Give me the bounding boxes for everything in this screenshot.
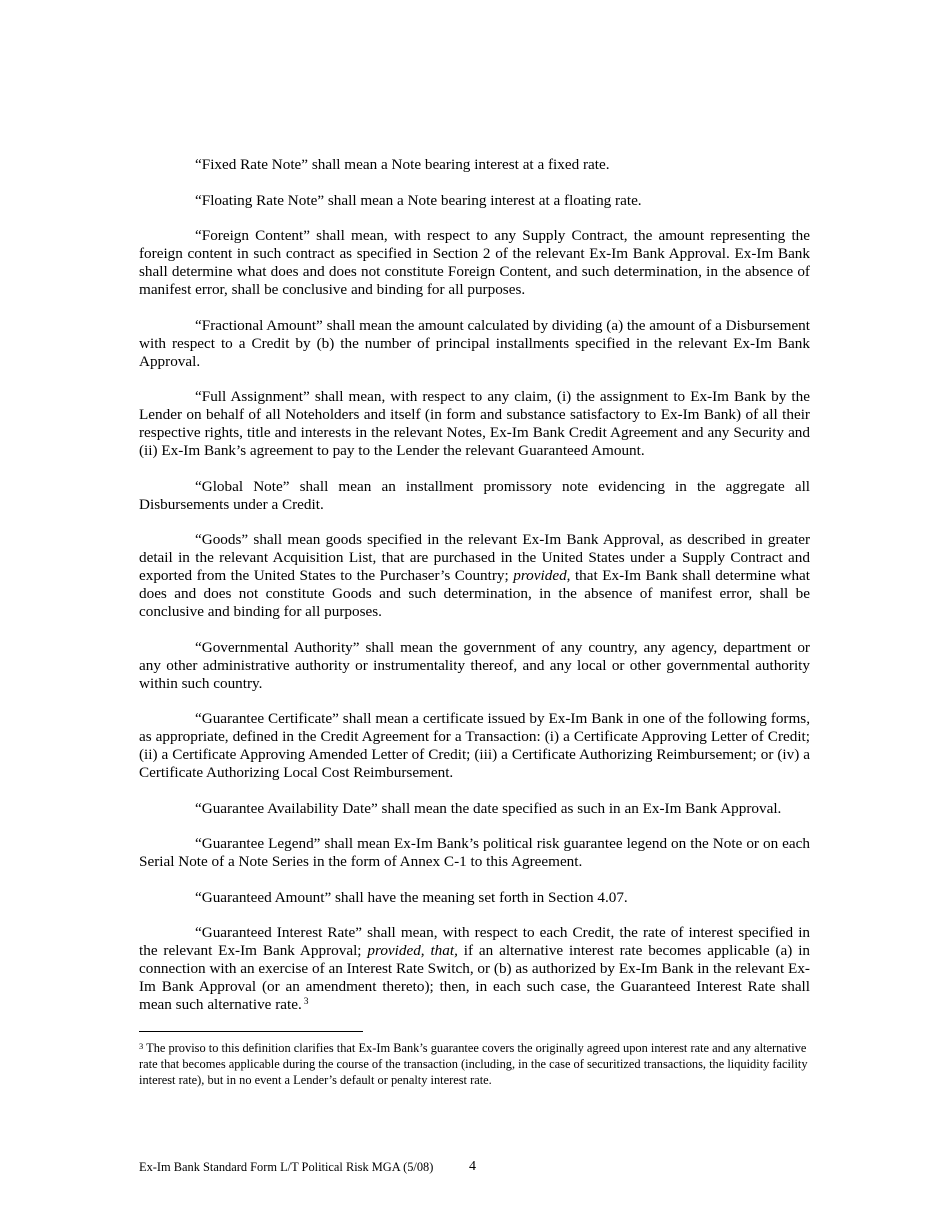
definition-fixed-rate-note: [139, 156, 810, 174]
definition-term: “Global Note”: [195, 477, 290, 495]
definition-fractional-amount: [139, 317, 810, 371]
footnote-separator: [139, 1031, 363, 1032]
footnote-3: [139, 1040, 810, 1088]
definition-text: shall mean Ex-Im Bank’s political risk guarantee legend on the Note or on each Serial Note of a Note Series in the form of Annex C-1 to this Agreement.: [139, 835, 810, 870]
definition-text: shall mean, with respect to each Credit, the rate of interest specified in the relevant Ex-Im Bank Approval;: [139, 924, 811, 959]
definition-term: “Fixed Rate Note”: [195, 156, 309, 173]
definition-text: shall mean an installment promissory note evidencing in the aggregate all Disbursements under a Credit.: [139, 477, 811, 513]
definition-full-assignment: [139, 388, 810, 460]
definition-global-note: [139, 478, 810, 514]
footnote-text: The proviso to this definition clarifies that Ex-Im Bank’s guarantee covers the originally agreed upon interest rate and any alternative rate that becomes applicable during the course of the transaction (including, in the case of securitized transactions, the liquidity facility interest rate), but in no event a Lender’s default or penalty interest rate.: [139, 1041, 808, 1087]
definition-term: “Goods”: [195, 531, 249, 548]
definition-text-after: , that Ex-Im Bank shall determine what does and does not constitute Goods and such determination, in the absence of manifest error, shall be conclusive and binding for all purposes.: [139, 567, 810, 620]
definition-text-after: if an alternative interest rate becomes applicable (a) in connection with an exercise of an Interest Rate Switch, or (b) as authorized by Ex-Im Bank in the relevant Ex-Im Bank Approval (or an amendment thereto); then, in each such case, the Guaranteed Interest Rate shall mean such alternative rate.: [139, 942, 811, 1013]
definition-term: “Full Assignment”: [195, 388, 310, 405]
definitions-section: [139, 156, 810, 1032]
definition-text: shall mean, with respect to any Supply Contract, the amount representing the foreign content in such contract as specified in Section 2 of the relevant Ex-Im Bank Approval. Ex-Im Bank shall determine what does and does not constitute Foreign Content, and such determination, in the absence of manifest error, shall be conclusive and binding for all purposes.: [139, 227, 810, 298]
definition-guarantee-legend: [139, 835, 810, 871]
definition-guaranteed-amount: [139, 889, 810, 907]
definition-text: shall mean, with respect to any claim, (i) the assignment to Ex-Im Bank by the Lender on behalf of all Noteholders and itself (in form and substance satisfactory to Ex-Im Bank) of all their respective rights, title and interests in the relevant Notes, Ex-Im Bank Credit Agreement and any Security and (ii) Ex-Im Bank’s agreement to pay to the Lender the relevant Guaranteed Amount.: [139, 388, 810, 459]
definition-term: “Foreign Content”: [195, 227, 310, 244]
definition-floating-rate-note: [139, 192, 810, 210]
footnote-number: 3: [139, 1041, 144, 1051]
definition-text: shall mean goods specified in the relevant Ex-Im Bank Approval, as described in greater detail in the relevant Acquisition List, that are purchased in the United States under a Supply Contract and exported from the United States to the Purchaser’s Country;: [139, 531, 810, 584]
definition-goods: [139, 531, 810, 621]
definition-term: “Guaranteed Interest Rate”: [195, 924, 362, 941]
definition-italic-proviso: provided, that,: [367, 942, 458, 959]
definition-term: “Guarantee Legend”: [195, 835, 321, 852]
definition-guaranteed-interest-rate: [139, 924, 810, 1014]
footnote-reference[interactable]: 3: [303, 997, 309, 1007]
definition-governmental-authority: [139, 639, 810, 693]
definition-term: “Guaranteed Amount”: [195, 888, 332, 906]
definition-guarantee-certificate: [139, 710, 810, 782]
definition-term: “Floating Rate Note”: [195, 191, 325, 209]
definition-text: shall mean a Note bearing interest at a fixed rate.: [308, 156, 610, 173]
footer-form-name: Ex-Im Bank Standard Form L/T Political Risk MGA (5/08): [139, 1160, 434, 1174]
definition-italic-proviso: provided: [513, 567, 567, 584]
definition-term: “Guarantee Certificate”: [195, 710, 339, 727]
page-number: 4: [469, 1159, 476, 1174]
definition-term: “Fractional Amount”: [195, 316, 323, 334]
definition-text: shall mean the date specified as such in an Ex-Im Bank Approval.: [377, 799, 782, 817]
definition-guarantee-availability-date: [139, 800, 810, 818]
definition-text: shall mean a Note bearing interest at a floating rate.: [324, 191, 642, 209]
definition-text: shall have the meaning set forth in Section 4.07.: [331, 888, 628, 906]
definition-text: shall mean the government of any country, any agency, department or any other administrative authority or instrumentality thereof, and any local or other governmental authority within such country.: [139, 638, 810, 692]
definition-term: “Governmental Authority”: [195, 638, 360, 656]
definition-text: shall mean the amount calculated by dividing (a) the amount of a Disbursement with respect to a Credit by (b) the number of principal installments specified in the relevant Ex-Im Bank Approval.: [139, 316, 810, 370]
definition-foreign-content: [139, 227, 810, 299]
definition-text: shall mean a certificate issued by Ex-Im Bank in one of the following forms, as appropriate, defined in the Credit Agreement for a Transaction: (i) a Certificate Approving Letter of Credit; (ii) a Certificate Approving Amended Letter of Credit; (iii) a Certificate Authorizing Reimbursement; or (iv) a Certificate Authorizing Local Cost Reimbursement.: [139, 710, 811, 781]
definition-term: “Guarantee Availability Date”: [195, 799, 378, 817]
